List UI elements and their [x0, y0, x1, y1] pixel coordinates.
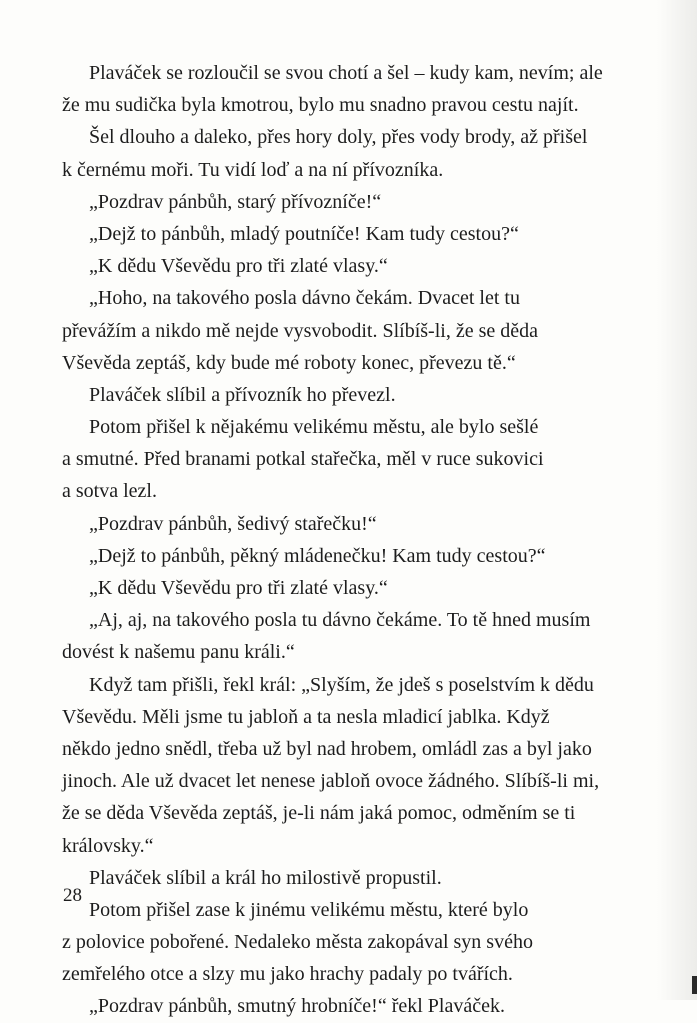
- scan-edge-mark: [692, 976, 697, 994]
- text-line: zemřelého otce a slzy mu jako hrachy padaly po tvářích.: [62, 963, 513, 986]
- text-line: k černému moři. Tu vidí loď a na ní přívozníka.: [62, 158, 444, 181]
- text-line: někdo jedno snědl, třeba už byl nad hrobem, omládl zas a byl jako: [62, 737, 592, 760]
- text-line: a smutné. Před branami potkal stařečka, měl v ruce sukovici: [62, 448, 544, 471]
- text-line: že se děda Vševěda zeptáš, je-li nám jaká pomoc, odměním se ti: [62, 802, 576, 825]
- text-line: a sotva lezl.: [62, 480, 157, 503]
- text-line: „Pozdrav pánbůh, starý přívozníče!“: [89, 190, 382, 213]
- text-line: Plaváček slíbil a přívozník ho převezl.: [89, 383, 396, 406]
- text-line: Potom přišel zase k jinému velikému městu, které bylo: [89, 898, 529, 921]
- page-number: 28: [63, 885, 82, 906]
- text-line: „K dědu Vševědu pro tři zlaté vlasy.“: [89, 577, 388, 599]
- text-line: převážím a nikdo mě nejde vysvobodit. Slíbíš-li, že se děda: [62, 319, 538, 342]
- body-text: [62, 57, 652, 1023]
- page-edge-shadow: [657, 0, 697, 1000]
- text-line: „Dejž to pánbůh, mladý poutníče! Kam tudy cestou?“: [89, 222, 519, 245]
- text-line: Plaváček slíbil a král ho milostivě propustil.: [89, 866, 442, 889]
- text-line: Potom přišel k nějakému velikému městu, ale bylo sešlé: [89, 416, 539, 439]
- text-line: Šel dlouho a daleko, přes hory doly, přes vody brody, až přišel: [89, 126, 588, 149]
- text-line: „Pozdrav pánbůh, smutný hrobníče!“ řekl Plaváček.: [89, 995, 505, 1018]
- text-line: Když tam přišli, řekl král: „Slyším, že jdeš s poselstvím k dědu: [89, 673, 594, 696]
- text-line: „Aj, aj, na takového posla tu dávno čekáme. To tě hned musím: [89, 609, 591, 632]
- text-line: královsky.“: [62, 834, 154, 857]
- text-line: jinoch. Ale už dvacet let nenese jabloň ovoce žádného. Slíbíš-li mi,: [62, 770, 600, 793]
- text-line: že mu sudička byla kmotrou, bylo mu snadno pravou cestu najít.: [62, 94, 579, 117]
- text-line: dovést k našemu panu králi.“: [62, 641, 295, 664]
- text-line: „Hoho, na takového posla dávno čekám. Dvacet let tu: [89, 287, 520, 310]
- text-line: „K dědu Vševědu pro tři zlaté vlasy.“: [89, 255, 388, 278]
- text-line: Vševědu. Měli jsme tu jabloň a ta nesla mladicí jablka. Když: [62, 705, 550, 728]
- text-line: „Dejž to pánbůh, pěkný mládenečku! Kam tudy cestou?“: [89, 544, 546, 567]
- text-line: Vševěda zeptáš, kdy bude mé roboty konec, převezu tě.“: [62, 351, 516, 374]
- text-line: z polovice pobořené. Nedaleko města zakopával syn svého: [62, 931, 533, 954]
- text-line: Plaváček se rozloučil se svou chotí a šel – kudy kam, nevím; ale: [89, 62, 603, 84]
- text-line: „Pozdrav pánbůh, šedivý stařečku!“: [89, 512, 377, 535]
